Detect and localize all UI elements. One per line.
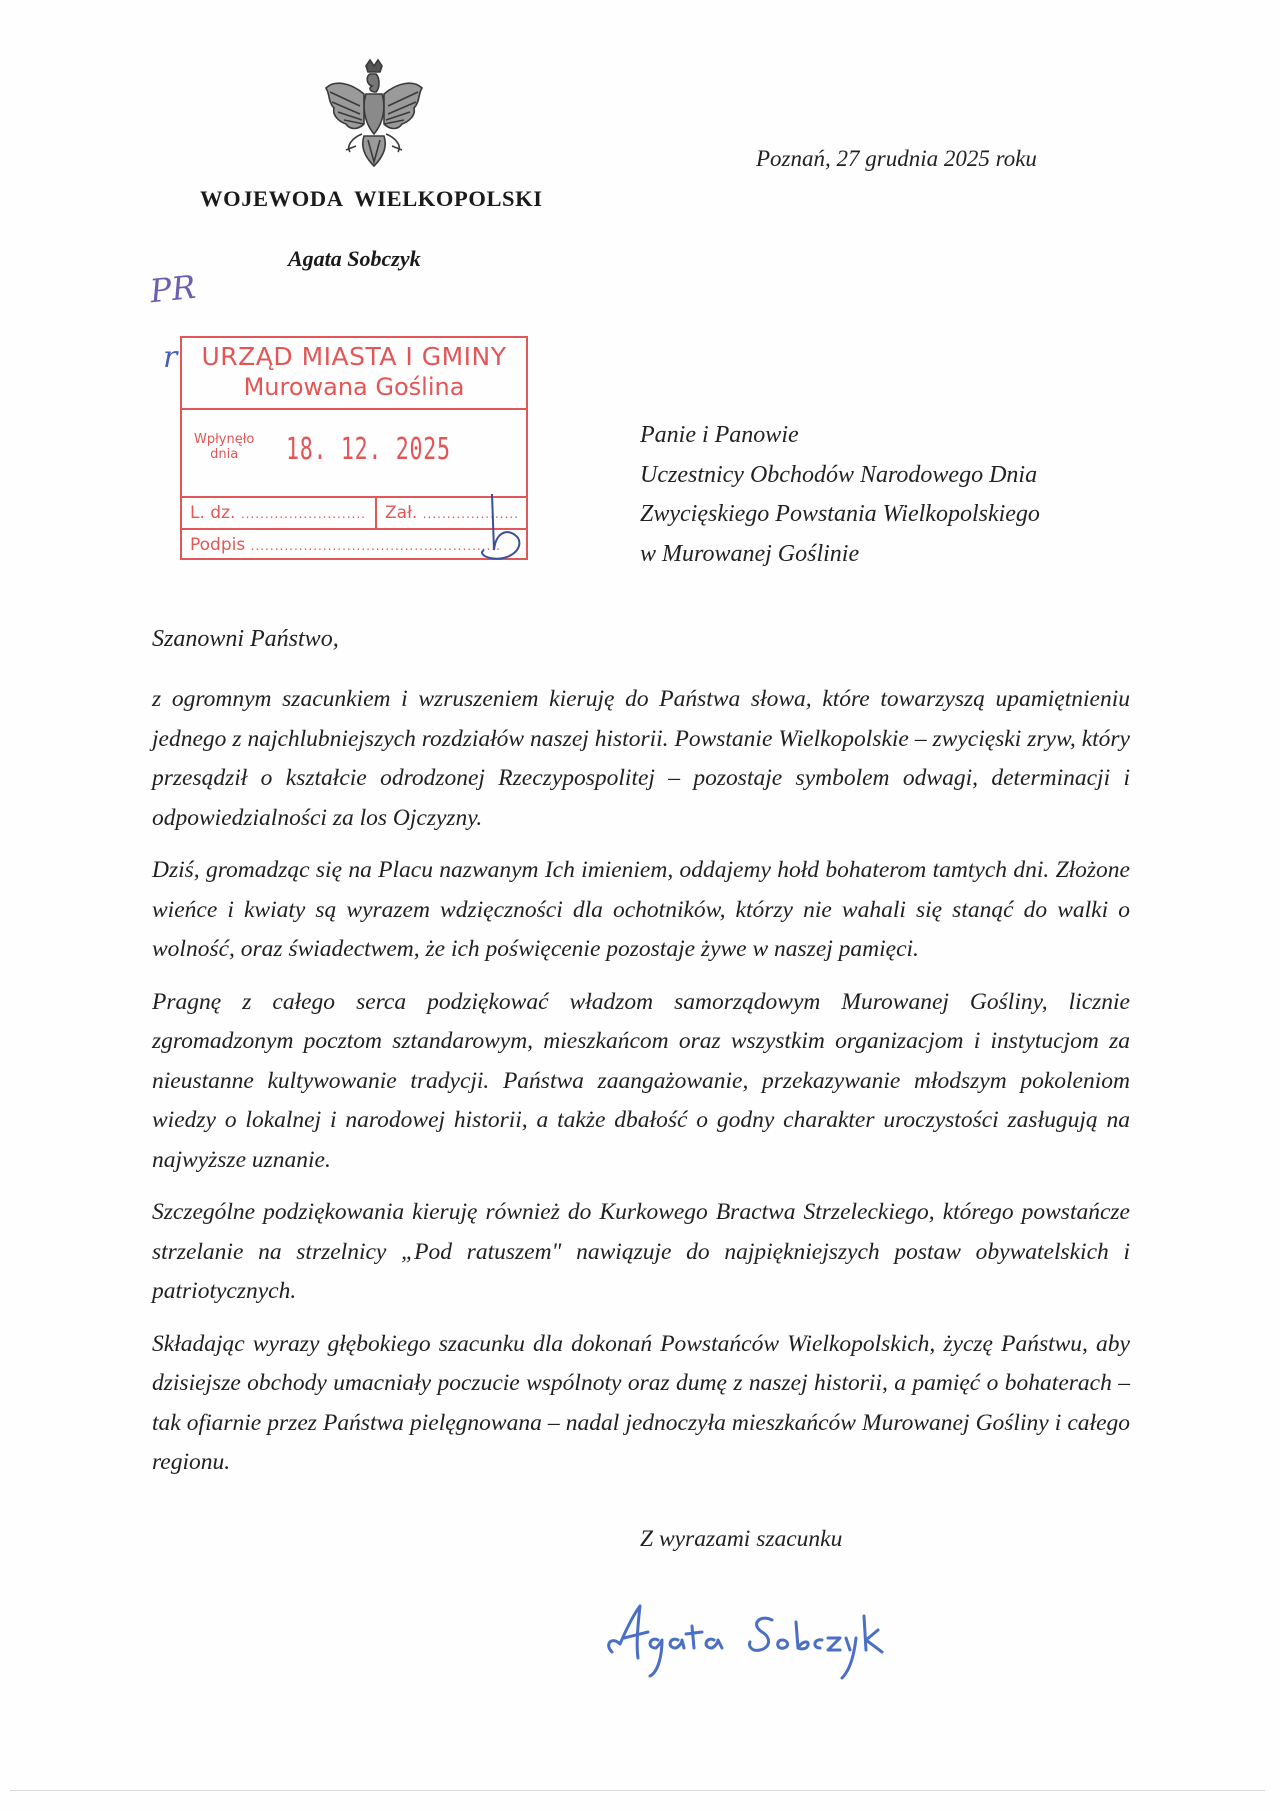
addressee-line: Zwycięskiego Powstania Wielkopolskiego (640, 501, 1040, 527)
handwritten-signature-icon (600, 1600, 890, 1690)
stamp-dotted-line: .................................................... (250, 539, 501, 553)
place-and-date: Poznań, 27 grudnia 2025 roku (756, 146, 1037, 171)
stamp-received-label-line1: Wpłynęło (194, 432, 255, 447)
stamp-dotted-line: .......................... (240, 507, 366, 521)
handwritten-mark-pr: PR (148, 267, 198, 311)
stamp-town-name: Murowana Goślina (243, 373, 465, 401)
handwritten-mark-r: r (163, 340, 178, 375)
stamp-received-label-line2: dnia (210, 447, 239, 462)
stamp-received-date: 18. 12. 2025 (286, 432, 451, 467)
body-paragraph: Dziś, gromadząc się na Placu nazwanym Ich imieniem, oddajemy hołd bohaterom tamtych dni. Złożone wieńce i kwiaty są wyrazem wdzięczności dla ochotników, którzy nie wahali się stanąć do walki o wolność, oraz świadectwem, że ich poświęcenie pozostaje żywe w naszej pamięci. (152, 857, 1130, 962)
closing-phrase: Z wyrazami szacunku (640, 1526, 843, 1552)
body-paragraph: Pragnę z całego serca podziękować władzom samorządowym Murowanej Gośliny, licznie zgromadzonym pocztom sztandarowym, mieszkańcom oraz wszystkim organizacjom i instytucjom za nieustanne kultywowanie tradycji. Państwa zaangażowanie, przekazywanie młodszym pokoleniom wiedzy o lokalnej i narodowej historii, a także dbałość o godny charakter uroczystości zasługują na najwyższe uznanie. (152, 988, 1130, 1173)
salutation: Szanowni Państwo, (152, 626, 339, 652)
stamp-reference-cell (182, 498, 377, 528)
addressee-block (640, 416, 1040, 574)
official-name: Agata Sobczyk (288, 246, 421, 271)
addressee-line: Uczestnicy Obchodów Narodowego Dnia (640, 461, 1038, 488)
body-paragraph: Szczególne podziękowania kieruję również do Kurkowego Bractwa Strzeleckiego, którego powstańcze strzelanie na strzelnicy „Pod ratuszem" nawiązuje do najpiękniejszych postaw obywatelskich i patriotycznych. (152, 1199, 1130, 1304)
stamp-attachments-label: Zał. (385, 503, 418, 523)
stamp-dotted-line: .................... (422, 507, 520, 521)
stamp-received-row (182, 410, 526, 498)
handwritten-initial-icon (470, 490, 530, 570)
polish-eagle-emblem-icon (320, 58, 428, 176)
stamp-received-label (194, 432, 254, 462)
stamp-header (182, 338, 526, 410)
stamp-office-name: URZĄD MIASTA I GMINY (201, 342, 507, 371)
office-title: WOJEWODA WIELKOPOLSKI (200, 186, 543, 211)
addressee-line: Panie i Panowie (640, 422, 799, 448)
letter-body (152, 680, 1130, 1496)
stamp-signature-label: Podpis (190, 535, 246, 555)
body-paragraph: Składając wyrazy głębokiego szacunku dla dokonań Powstańców Wielkopolskich, życzę Państwu, aby dzisiejsze obchody umacniały poczucie wspólnoty oraz dumę z naszej historii, a pamięć o bohaterach – tak ofiarnie przez Państwa pielęgnowana – nadal jednoczyła mieszkańców Murowanej Gośliny i całego regionu. (152, 1330, 1130, 1475)
addressee-line: w Murowanej Goślinie (640, 540, 860, 567)
stamp-reference-label: L. dz. (190, 503, 236, 523)
body-paragraph: z ogromnym szacunkiem i wzruszeniem kieruję do Państwa słowa, które towarzyszą upamiętnieniu jednego z najchlubniejszych rozdziałów naszej historii. Powstanie Wielkopolskie – zwycięski zryw, który przesądził o kształcie odrodzonej Rzeczypospolitej – pozostaje symbolem odwagi, determinacji i odpowiedzialności za los Ojczyzny. (152, 686, 1130, 831)
page-bottom-rule (10, 1790, 1265, 1791)
